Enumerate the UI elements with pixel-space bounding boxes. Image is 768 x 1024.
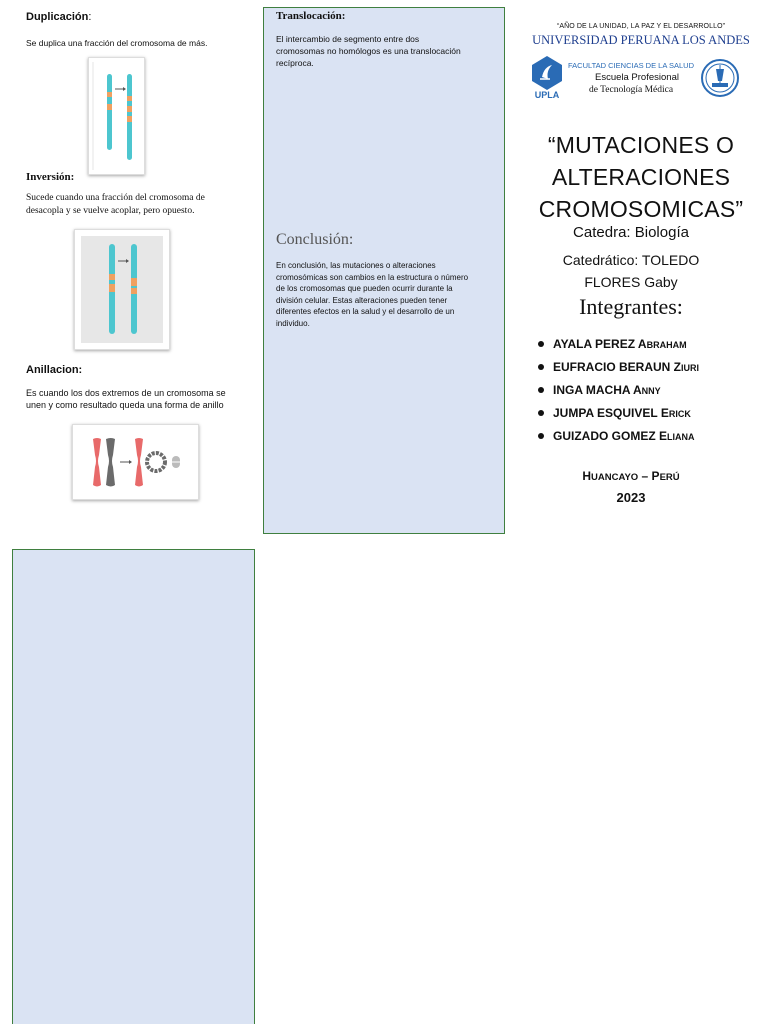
school-line1: Escuela Profesional (595, 72, 679, 83)
duplicacion-text: Se duplica una fracción del cromosoma de más. (26, 38, 208, 48)
logo-block (527, 55, 741, 105)
document-title: “MUTACIONES O ALTERACIONES CROMOSOMICAS” (538, 132, 744, 222)
conclusion-text: En conclusión, las mutaciones o alteraciones cromosómicas son cambios en la estructura o número de los cromosomas que pueden ocurrir durante la división celular. Estas alteraciones pueden tener diferentes efectos en la salud y el desarrollo de un individuo. (276, 261, 469, 328)
anillacion-figure (72, 424, 199, 500)
university-name: UNIVERSIDAD PERUANA LOS ANDES (532, 33, 750, 47)
upla-logo-icon (530, 55, 564, 91)
list-item: JUMPA ESQUIVEL ERICK (538, 402, 699, 425)
bottom-left-panel (12, 549, 255, 1024)
conclusion-heading: Conclusión: (276, 231, 354, 248)
anillacion-heading: Anillacion: (26, 364, 83, 376)
medical-seal-icon (700, 57, 740, 99)
faculty-name: FACULTAD CIENCIAS DE LA SALUD (568, 61, 695, 70)
inversion-figure (74, 229, 170, 350)
school-line2: de Tecnología Médica (589, 85, 674, 95)
inversion-text: Sucede cuando una fracción del cromosoma de desacopla y se vuelve acoplar, pero opuesto. (26, 193, 205, 216)
list-item: GUIZADO GOMEZ ELIANA (538, 425, 699, 448)
chromosome-a (107, 74, 112, 150)
catedra: Catedra: Biología (573, 224, 689, 241)
duplicacion-heading: Duplicación: (26, 11, 92, 23)
catedratico: Catedrático: TOLEDO FLORES Gaby (562, 252, 700, 290)
upla-logo-text: UPLA (534, 90, 560, 100)
translocacion-heading: Translocación: (276, 10, 346, 22)
list-item: EUFRACIO BERAUN ZIURI (538, 356, 699, 379)
translocacion-text: El intercambio de segmento entre dos cromosomas no homólogos es una translocación recíproca. (276, 34, 461, 68)
year-motto: “AÑO DE LA UNIDAD, LA PAZ Y EL DESARROLLO” (556, 23, 726, 30)
duplicacion-figure (88, 57, 145, 175)
year: 2023 (616, 490, 646, 505)
location: HUANCAYO – PERÚ (582, 469, 680, 483)
anillacion-text: Es cuando los dos extremos de un cromosoma se unen y como resultado queda una forma de anillo (26, 388, 226, 410)
chromosome-b (127, 74, 132, 160)
inversion-heading: Inversión: (26, 171, 75, 183)
members-list (538, 333, 699, 448)
list-item: INGA MACHA ANNY (538, 379, 699, 402)
list-item: AYALA PEREZ ABRAHAM (538, 333, 699, 356)
integrantes-label: Integrantes: (579, 294, 683, 319)
